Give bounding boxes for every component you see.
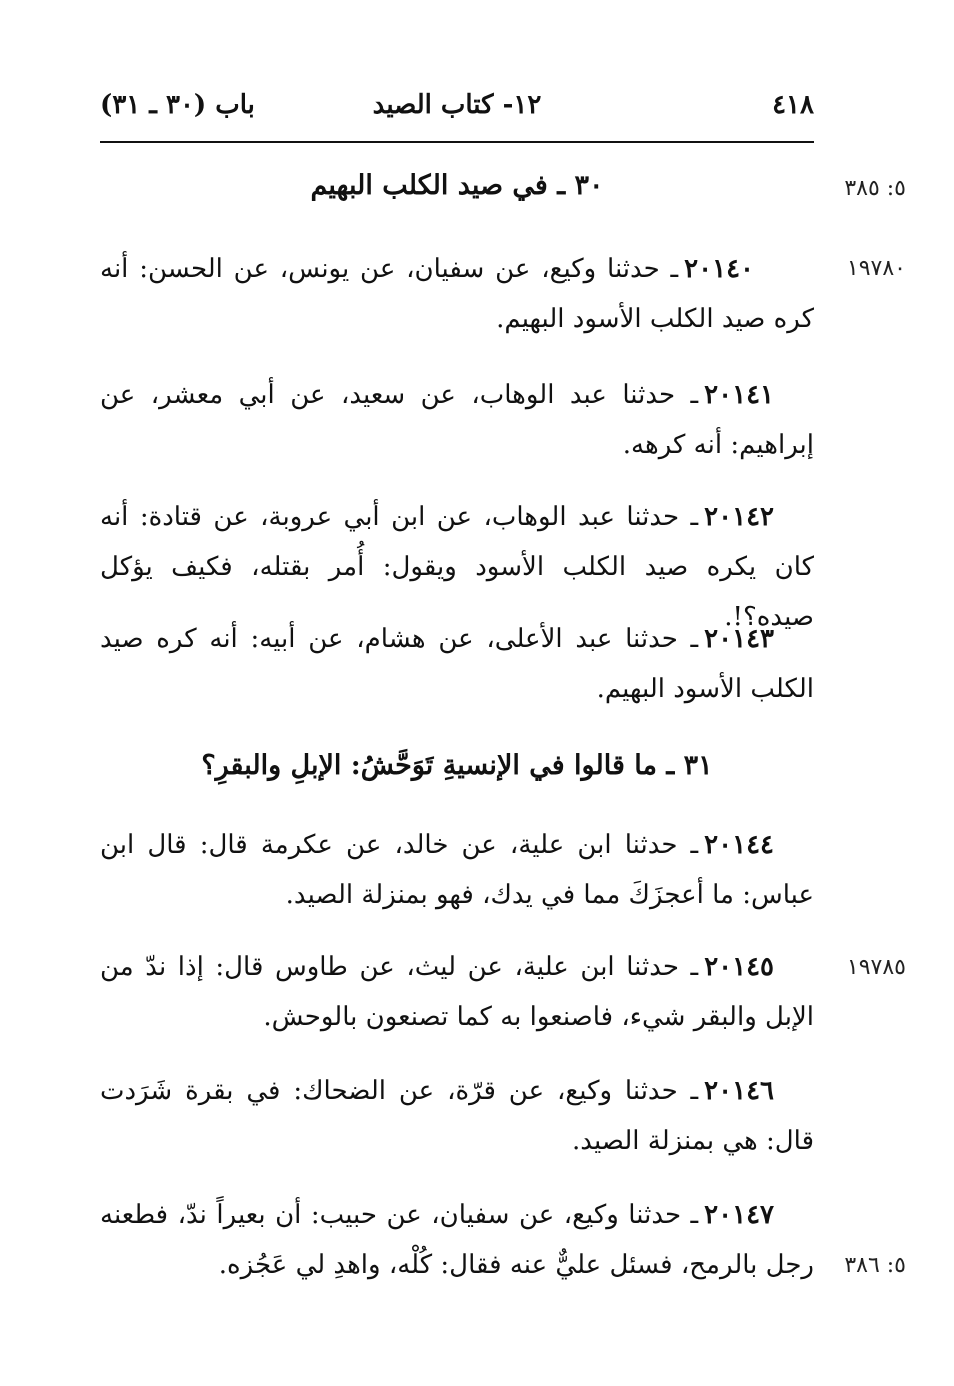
hadith-number: ٢٠١٤٧ (704, 1200, 774, 1230)
hadith-entry (100, 370, 814, 470)
hadith-entry (100, 1066, 814, 1166)
hadith-entry (100, 614, 814, 714)
hadith-number: ٢٠١٤٠ (684, 254, 754, 284)
hadith-number: ٢٠١٤٣ (704, 624, 774, 654)
hadith-text: ـ حدثنا وكيع، عن قرّة، عن الضحاك: في بقرة شَرَدت قال: هي بمنزلة الصيد. (100, 1076, 814, 1156)
hadith-text: ـ حدثنا ابن علية، عن ليث، عن طاوس قال: إذا ندّ من الإبل والبقر شيء، فاصنعوا به كما تصنعون بالوحش. (100, 952, 814, 1032)
hadith-entry (100, 244, 814, 344)
section-heading-31: ٣١ ـ ما قالوا في الإنسيةِ تَوَحَّشُ: الإبلِ والبقرِ؟ (201, 750, 713, 781)
header-rule (100, 141, 814, 143)
margin-ref-volume-page: ٥: ٣٨٦ (844, 1253, 906, 1278)
hadith-text: ـ حدثنا عبد الوهاب، عن سعيد، عن أبي معشر، عن إبراهيم: أنه كرهه. (100, 380, 814, 460)
margin-ref-volume-page: ٥: ٣٨٥ (844, 176, 906, 201)
hadith-text: ـ حدثنا عبد الأعلى، عن هشام، عن أبيه: أنه كره صيد الكلب الأسود البهيم. (100, 624, 814, 704)
section-heading-30: ٣٠ ـ في صيد الكلب البهيم (310, 170, 604, 201)
hadith-entry (100, 820, 814, 920)
hadith-number: ٢٠١٤٥ (704, 952, 775, 982)
chapter-range: باب (٣٠ ـ ٣١) (100, 90, 255, 120)
book-title: ١٢- كتاب الصيد (372, 90, 542, 120)
hadith-number: ٢٠١٤٤ (704, 830, 774, 860)
margin-ref-hadith-index: ١٩٧٨٠ (846, 256, 906, 281)
running-header (100, 90, 814, 134)
page-number: ٤١٨ (772, 90, 814, 120)
hadith-text: ـ حدثنا ابن علية، عن خالد، عن عكرمة قال: قال ابن عباس: ما أعجزَكَ مما في يدك، فهو بمنزلة الصيد. (100, 830, 814, 910)
hadith-text: ـ حدثنا وكيع، عن سفيان، عن يونس، عن الحسن: أنه كره صيد الكلب الأسود البهيم. (100, 254, 814, 334)
hadith-text: ـ حدثنا عبد الوهاب، عن ابن أبي عروبة، عن قتادة: أنه كان يكره صيد الكلب الأسود ويقول: أُمر بقتله، فكيف يؤكل صيده؟!. (100, 502, 814, 632)
margin-ref-hadith-index: ١٩٧٨٥ (846, 955, 906, 980)
hadith-number: ٢٠١٤٦ (704, 1076, 774, 1106)
hadith-text: ـ حدثنا وكيع، عن سفيان، عن حبيب: أن بعيراً ندّ، فطعنه رجل بالرمح، فسئل عليٌّ عنه فقال: كُلْه، واهدِ لي عَجُزه. (100, 1200, 814, 1280)
hadith-number: ٢٠١٤٢ (704, 502, 774, 532)
hadith-number: ٢٠١٤١ (704, 380, 774, 410)
hadith-entry (100, 942, 814, 1042)
hadith-entry (100, 1190, 814, 1290)
